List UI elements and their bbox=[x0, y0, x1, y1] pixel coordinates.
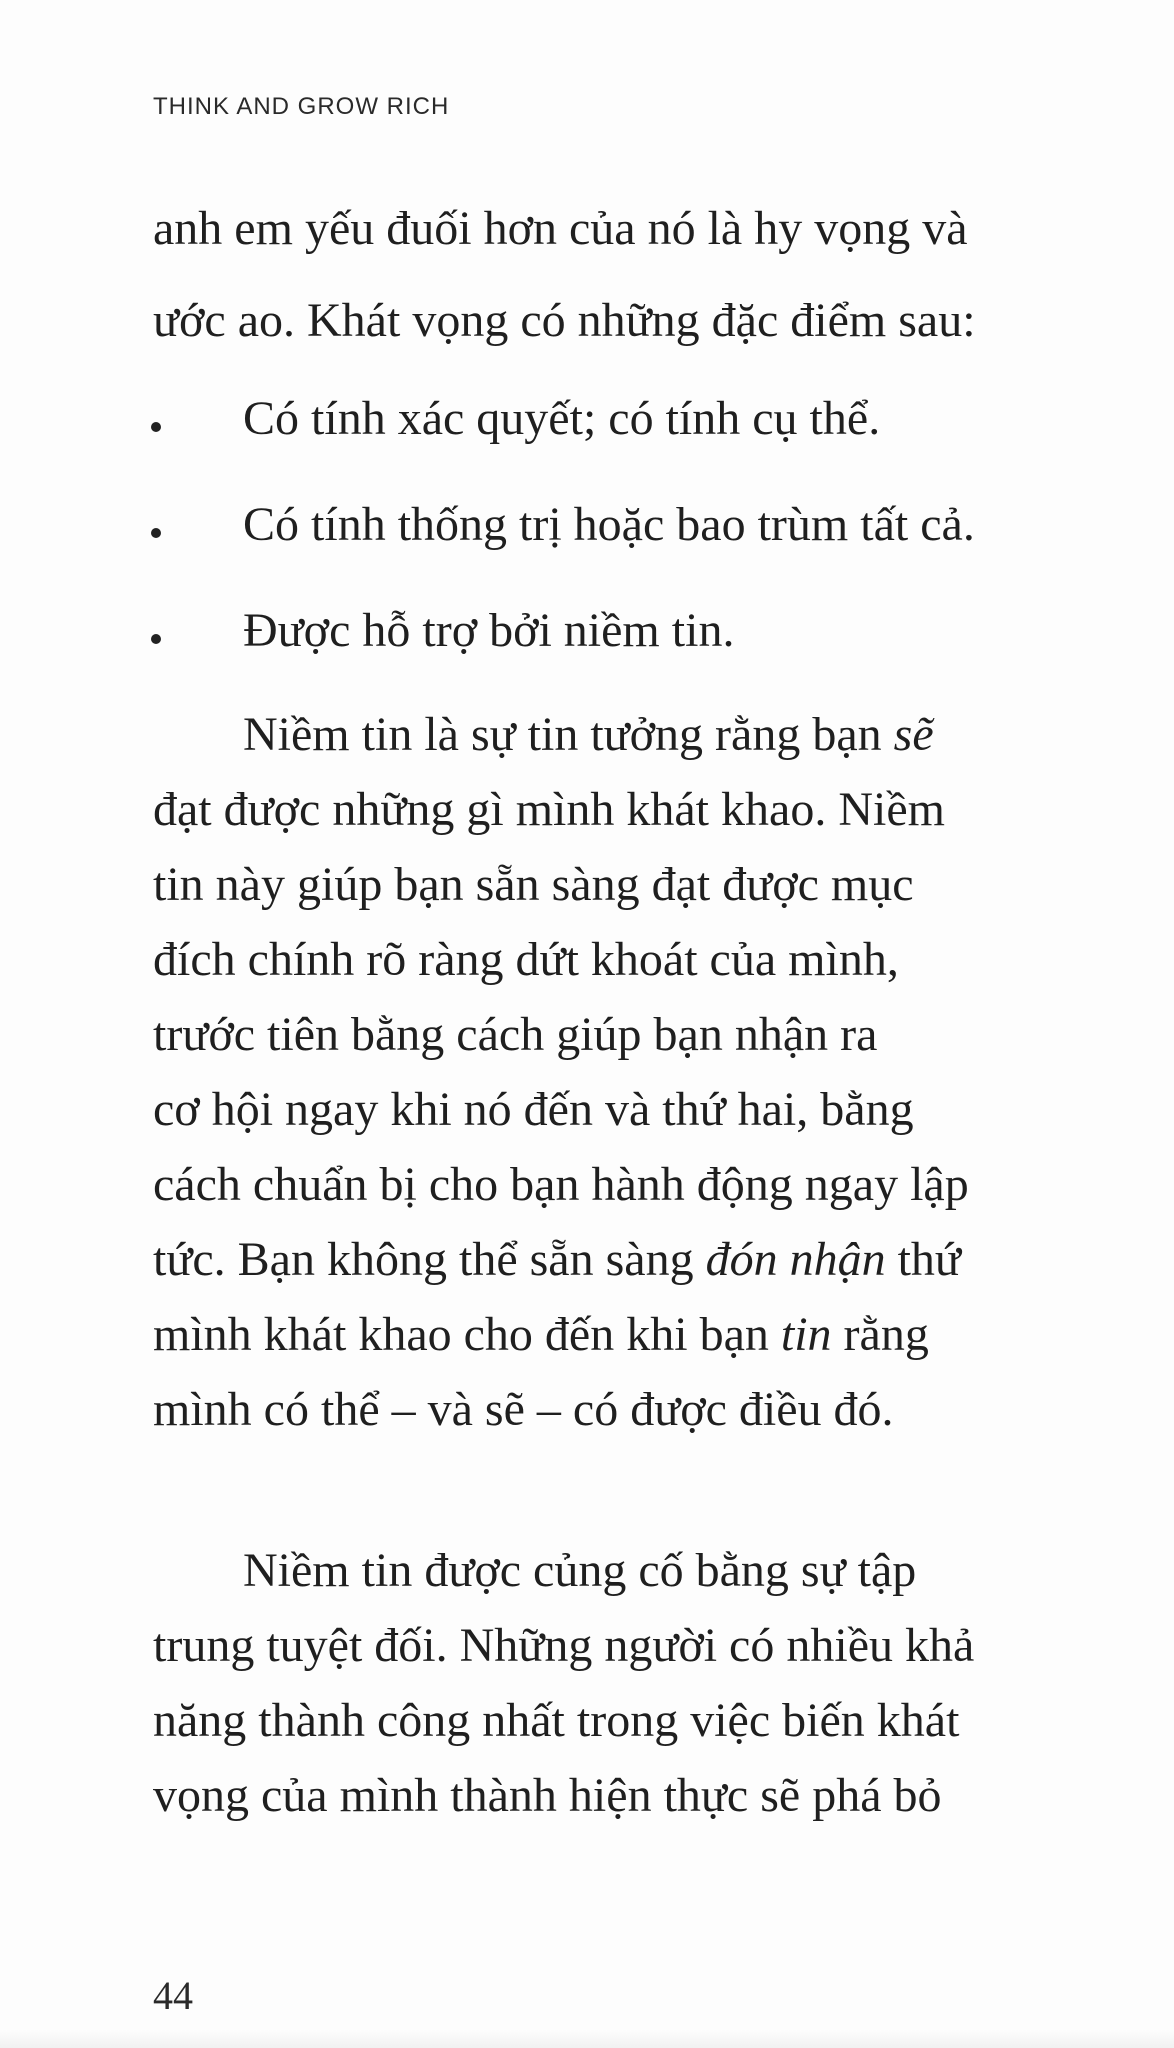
paragraph-2-line-10: mình có thể – và sẽ – có được điều đó. bbox=[153, 1383, 894, 1436]
bullet-dot bbox=[151, 528, 161, 538]
paragraph-2-line-4: đích chính rõ ràng dứt khoát của mình, bbox=[153, 933, 899, 986]
paragraph-2-line-9: mình khát khao cho đến khi bạn tin rằng bbox=[153, 1308, 929, 1361]
paragraph-3-line-4: vọng của mình thành hiện thực sẽ phá bỏ bbox=[153, 1769, 942, 1822]
bullet-item-2: Có tính thống trị hoặc bao trùm tất cả. bbox=[243, 498, 975, 551]
page-edge bbox=[0, 2030, 1174, 2048]
bullet-item-1: Có tính xác quyết; có tính cụ thể. bbox=[243, 392, 881, 445]
paragraph-1-line-1: anh em yếu đuối hơn của nó là hy vọng và bbox=[153, 202, 968, 255]
paragraph-2-line-3: tin này giúp bạn sẵn sàng đạt được mục bbox=[153, 858, 914, 911]
paragraph-3-line-3: năng thành công nhất trong việc biến khát bbox=[153, 1694, 960, 1747]
bullet-item-3: Được hỗ trợ bởi niềm tin. bbox=[243, 604, 735, 657]
bullet-dot bbox=[151, 634, 161, 644]
running-head: THINK AND GROW RICH bbox=[153, 93, 450, 120]
paragraph-3-line-1: Niềm tin được củng cố bằng sự tập bbox=[243, 1544, 917, 1597]
page-number: 44 bbox=[153, 1973, 193, 2018]
paragraph-2-line-5: trước tiên bằng cách giúp bạn nhận ra bbox=[153, 1008, 878, 1061]
paragraph-2-line-6: cơ hội ngay khi nó đến và thứ hai, bằng bbox=[153, 1083, 914, 1136]
bullet-dot bbox=[151, 422, 161, 432]
paragraph-2-line-2: đạt được những gì mình khát khao. Niềm bbox=[153, 783, 945, 836]
paragraph-2-line-7: cách chuẩn bị cho bạn hành động ngay lập bbox=[153, 1158, 969, 1211]
paragraph-3-line-2: trung tuyệt đối. Những người có nhiều khả bbox=[153, 1619, 975, 1672]
paragraph-2-line-8: tức. Bạn không thể sẵn sàng đón nhận thứ bbox=[153, 1233, 961, 1286]
paragraph-2-line-1: Niềm tin là sự tin tưởng rằng bạn sẽ bbox=[243, 708, 934, 761]
paragraph-1-line-2: ước ao. Khát vọng có những đặc điểm sau: bbox=[153, 294, 976, 347]
